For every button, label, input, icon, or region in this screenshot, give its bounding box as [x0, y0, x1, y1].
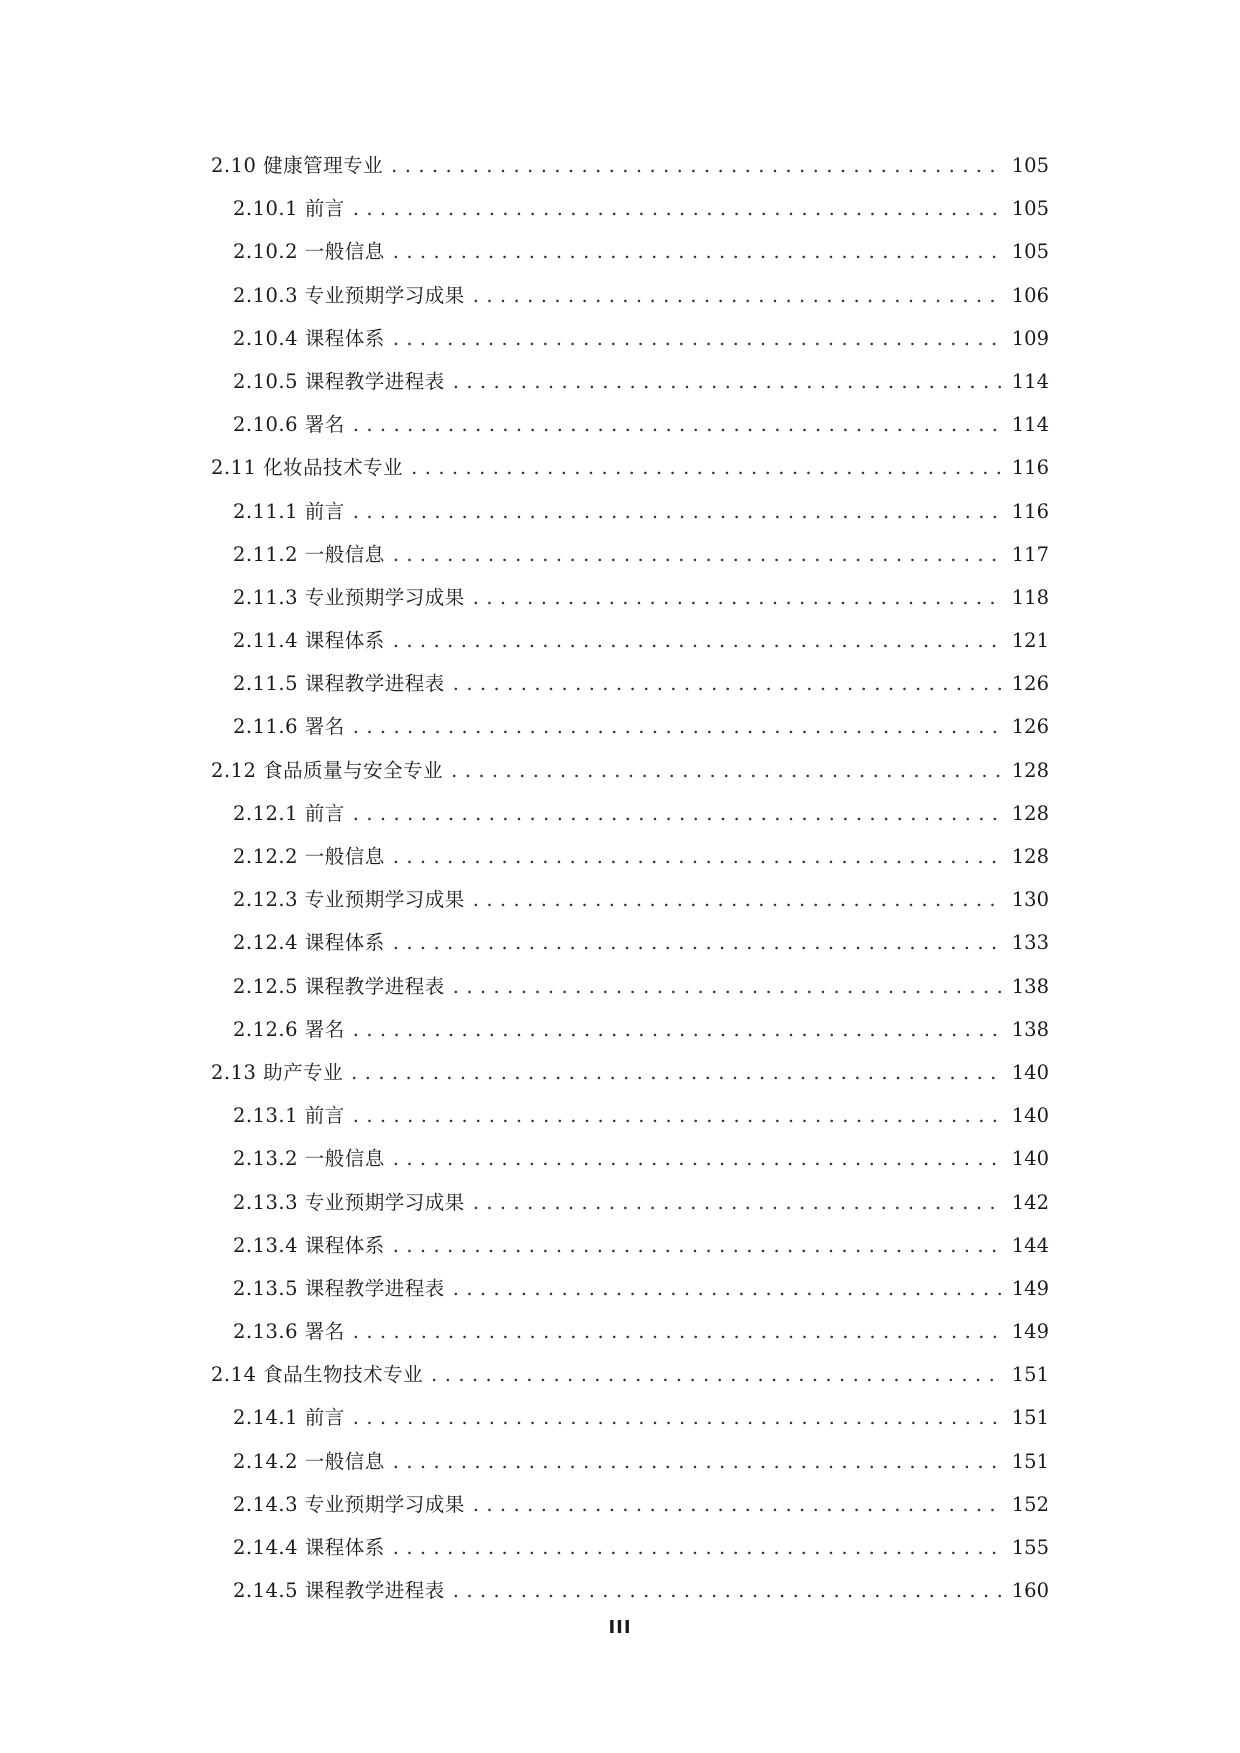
toc-entry-title: 2.12.1 前言: [233, 801, 345, 825]
toc-entry-page: 160: [1011, 1579, 1049, 1603]
toc-dot-leader: [393, 921, 1004, 964]
toc-subsection-entry[interactable]: [211, 965, 1049, 1008]
toc-dot-leader: [353, 490, 1004, 533]
toc-entry-title: 2.13.1 前言: [233, 1104, 345, 1128]
toc-entry-title: 2.10.6 署名: [233, 413, 345, 437]
toc-subsection-entry[interactable]: [211, 1008, 1049, 1051]
toc-entry-title: 2.14.1 前言: [233, 1406, 345, 1430]
toc-dot-leader: [353, 705, 1004, 748]
toc-subsection-entry[interactable]: [211, 230, 1049, 273]
toc-subsection-entry[interactable]: [211, 1094, 1049, 1137]
toc-entry-title: 2.12.3 专业预期学习成果: [233, 888, 465, 912]
toc-dot-leader: [353, 187, 1004, 230]
toc-dot-leader: [453, 360, 1004, 403]
toc-entry-page: 138: [1011, 974, 1049, 998]
toc-entry-page: 114: [1011, 413, 1049, 437]
toc-entry-title: 2.12 食品质量与安全专业: [211, 758, 444, 782]
toc-subsection-entry[interactable]: [211, 403, 1049, 446]
toc-subsection-entry[interactable]: [211, 1483, 1049, 1526]
toc-subsection-entry[interactable]: [211, 1569, 1049, 1612]
toc-entry-title: 2.11 化妆品技术专业: [211, 456, 404, 480]
toc-entry-title: 2.12.5 课程教学进程表: [233, 974, 445, 998]
toc-entry-page: 126: [1011, 715, 1049, 739]
toc-entry-title: 2.11.5 课程教学进程表: [233, 672, 445, 696]
toc-section-entry[interactable]: [211, 144, 1049, 187]
toc-dot-leader: [393, 1137, 1004, 1180]
toc-dot-leader: [353, 792, 1004, 835]
toc-subsection-entry[interactable]: [211, 835, 1049, 878]
toc-dot-leader: [393, 619, 1004, 662]
toc-section-entry[interactable]: [211, 1051, 1049, 1094]
toc-subsection-entry[interactable]: [211, 921, 1049, 964]
toc-dot-leader: [411, 446, 1004, 489]
toc-section-entry[interactable]: [211, 1353, 1049, 1396]
toc-dot-leader: [353, 1094, 1004, 1137]
toc-entry-page: 128: [1011, 801, 1049, 825]
toc-entry-title: 2.10.4 课程体系: [233, 326, 385, 350]
toc-entry-page: 116: [1011, 456, 1049, 480]
toc-entry-title: 2.13.4 课程体系: [233, 1233, 385, 1257]
toc-subsection-entry[interactable]: [211, 619, 1049, 662]
toc-dot-leader: [353, 403, 1004, 446]
toc-entry-title: 2.14.3 专业预期学习成果: [233, 1492, 465, 1516]
toc-subsection-entry[interactable]: [211, 1137, 1049, 1180]
toc-dot-leader: [473, 274, 1004, 317]
toc-subsection-entry[interactable]: [211, 576, 1049, 619]
toc-entry-page: 140: [1011, 1104, 1049, 1128]
toc-entry-title: 2.11.6 署名: [233, 715, 345, 739]
toc-entry-title: 2.12.4 课程体系: [233, 931, 385, 955]
toc-entry-title: 2.10 健康管理专业: [211, 154, 384, 177]
toc-entry-title: 2.12.2 一般信息: [233, 845, 385, 868]
toc-entry-page: 155: [1011, 1536, 1049, 1559]
toc-dot-leader: [393, 533, 1004, 576]
toc-entry-page: 117: [1011, 542, 1049, 566]
toc-entry-title: 2.11.2 一般信息: [233, 542, 385, 566]
toc-entry-page: 149: [1011, 1320, 1049, 1344]
toc-subsection-entry[interactable]: [211, 1526, 1049, 1569]
toc-dot-leader: [391, 144, 1004, 187]
toc-entry-title: 2.10.3 专业预期学习成果: [233, 283, 465, 307]
toc-entry-title: 2.13.6 署名: [233, 1320, 345, 1344]
toc-entry-page: 128: [1011, 845, 1049, 868]
toc-subsection-entry[interactable]: [211, 1181, 1049, 1224]
toc-subsection-entry[interactable]: [211, 1396, 1049, 1439]
toc-section-entry[interactable]: [211, 446, 1049, 489]
toc-entry-title: 2.11.1 前言: [233, 499, 345, 523]
toc-entry-page: 106: [1011, 283, 1049, 307]
toc-entry-page: 109: [1011, 326, 1049, 350]
toc-dot-leader: [353, 1310, 1004, 1353]
toc-section-entry[interactable]: [211, 749, 1049, 792]
toc-entry-title: 2.14.4 课程体系: [233, 1536, 385, 1559]
toc-subsection-entry[interactable]: [211, 490, 1049, 533]
page-number: III: [608, 1617, 632, 1638]
toc-entry-title: 2.10.5 课程教学进程表: [233, 369, 445, 393]
toc-entry-page: 128: [1011, 758, 1049, 782]
toc-subsection-entry[interactable]: [211, 1310, 1049, 1353]
toc-subsection-entry[interactable]: [211, 792, 1049, 835]
toc-subsection-entry[interactable]: [211, 274, 1049, 317]
toc-dot-leader: [453, 1267, 1004, 1310]
toc-subsection-entry[interactable]: [211, 1224, 1049, 1267]
toc-entry-page: 151: [1011, 1449, 1049, 1473]
toc-entry-page: 121: [1011, 629, 1049, 653]
toc-entry-page: 130: [1011, 888, 1049, 912]
toc-entry-page: 144: [1011, 1233, 1049, 1257]
toc-dot-leader: [453, 662, 1004, 705]
toc-entry-page: 126: [1011, 672, 1049, 696]
toc-entry-page: 151: [1011, 1406, 1049, 1430]
toc-dot-leader: [393, 1526, 1004, 1569]
toc-dot-leader: [473, 1181, 1004, 1224]
toc-entry-title: 2.11.4 课程体系: [233, 629, 385, 653]
toc-entry-page: 142: [1011, 1190, 1049, 1214]
toc-entry-title: 2.10.1 前言: [233, 197, 345, 221]
toc-entry-title: 2.14 食品生物技术专业: [211, 1363, 424, 1387]
toc-entry-page: 116: [1011, 499, 1049, 523]
toc-subsection-entry[interactable]: [211, 533, 1049, 576]
toc-dot-leader: [393, 317, 1004, 360]
toc-dot-leader: [453, 965, 1004, 1008]
toc-entry-page: 118: [1011, 585, 1049, 609]
toc-dot-leader: [353, 1008, 1004, 1051]
toc-dot-leader: [353, 1396, 1004, 1439]
toc-dot-leader: [393, 1224, 1004, 1267]
toc-subsection-entry[interactable]: [211, 187, 1049, 230]
toc-dot-leader: [393, 1440, 1004, 1483]
toc-entry-title: 2.13.5 课程教学进程表: [233, 1276, 445, 1300]
toc-entry-page: 138: [1011, 1017, 1049, 1041]
toc-entry-page: 152: [1011, 1492, 1049, 1516]
toc-entry-title: 2.13.2 一般信息: [233, 1147, 385, 1171]
toc-entry-page: 133: [1011, 931, 1049, 955]
toc-dot-leader: [473, 1483, 1004, 1526]
toc-entry-title: 2.13.3 专业预期学习成果: [233, 1190, 465, 1214]
toc-entry-title: 2.12.6 署名: [233, 1017, 345, 1041]
toc-entry-page: 114: [1011, 369, 1049, 393]
toc-dot-leader: [431, 1353, 1004, 1396]
toc-entry-title: 2.13 助产专业: [211, 1060, 344, 1084]
toc-dot-leader: [473, 878, 1004, 921]
toc-dot-leader: [393, 230, 1004, 273]
toc-dot-leader: [451, 749, 1004, 792]
toc-subsection-entry[interactable]: [211, 360, 1049, 403]
toc-entry-page: 140: [1011, 1060, 1049, 1084]
toc-entry-page: 151: [1011, 1363, 1049, 1387]
toc-dot-leader: [453, 1569, 1004, 1612]
toc-entry-title: 2.11.3 专业预期学习成果: [233, 585, 465, 609]
toc-entry-page: 105: [1011, 197, 1049, 221]
toc-subsection-entry[interactable]: [211, 705, 1049, 748]
toc-subsection-entry[interactable]: [211, 878, 1049, 921]
toc-entry-page: 140: [1011, 1147, 1049, 1171]
toc-entry-title: 2.14.2 一般信息: [233, 1449, 385, 1473]
toc-dot-leader: [351, 1051, 1004, 1094]
toc-entry-page: 105: [1011, 240, 1049, 264]
toc-entry-title: 2.14.5 课程教学进程表: [233, 1579, 445, 1603]
toc-subsection-entry[interactable]: [211, 317, 1049, 360]
toc-dot-leader: [473, 576, 1004, 619]
table-of-contents: [211, 144, 1049, 1612]
toc-subsection-entry[interactable]: [211, 1267, 1049, 1310]
toc-subsection-entry[interactable]: [211, 1440, 1049, 1483]
toc-entry-title: 2.10.2 一般信息: [233, 240, 385, 264]
toc-subsection-entry[interactable]: [211, 662, 1049, 705]
toc-entry-page: 149: [1011, 1276, 1049, 1300]
toc-dot-leader: [393, 835, 1004, 878]
toc-entry-page: 105: [1011, 154, 1049, 177]
